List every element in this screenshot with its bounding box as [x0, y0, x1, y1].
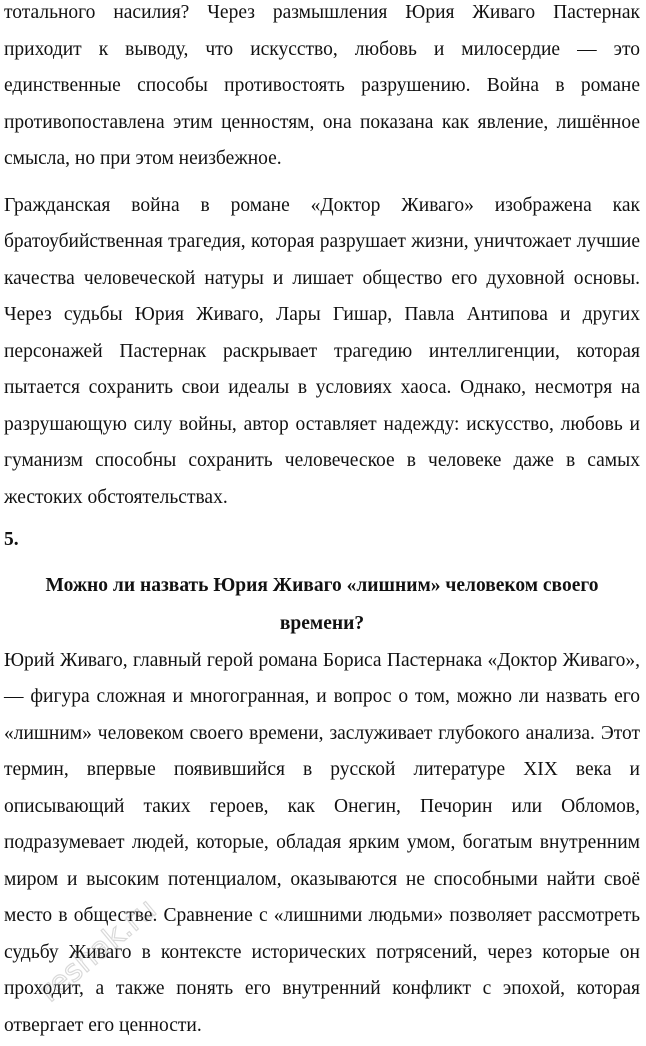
section-number: 5.	[4, 529, 19, 550]
paragraph-superfluous-man: Юрий Живаго, главный герой романа Бориса Пастернака «Доктор Живаго», — фигура сложная и многогранная, и вопрос о том, можно ли назвать его «лишним» человеком своего времени, заслуживает глубокого анализа. Этот термин, впервые появившийся в русской литературе XIX века и описывающий таких героев, как Онегин, Печорин или Обломов, подразумевает людей, которые, обладая ярким умом, богатым внутренним миром и высоким потенциалом, оказываются не способными найти своё место в обществе. Сравнение с «лишними людьми» позволяет рассмотреть судьбу Живаго в контексте исторических потрясений, через которые он проходит, а также понять его внутренний конфликт с эпохой, которая отвергает его ценности.	[4, 649, 640, 1036]
document-page	[4, 0, 640, 1044]
section-heading: Можно ли назвать Юрия Живаго «лишним» человеком своего времени?	[45, 574, 599, 634]
paragraph-civil-war: Гражданская война в романе «Доктор Живаго» изображена как братоубийственная трагедия, которая разрушает жизни, уничтожает лучшие качества человеческой натуры и лишает общество его духовной основы. Через судьбы Юрия Живаго, Лары Гишар, Павла Антипова и других персонажей Пастернак раскрывает трагедию интеллигенции, которая пытается сохранить свои идеалы в условиях хаоса. Однако, несмотря на разрушающую силу войны, автор оставляет надежду: искусство, любовь и гуманизм способны сохранить человеческое в человеке даже в самых жестоких обстоятельствах.	[4, 194, 640, 508]
paragraph-war-conclusion: тотального насилия? Через размышления Юрия Живаго Пастернак приходит к выводу, что искусство, любовь и милосердие — это единственные способы противостоять разрушению. Война в романе противопоставлена этим ценностям, она показана как явление, лишённое смысла, но при этом неизбежное.	[4, 2, 640, 169]
watermark-text: reshak.ru	[32, 891, 164, 1010]
